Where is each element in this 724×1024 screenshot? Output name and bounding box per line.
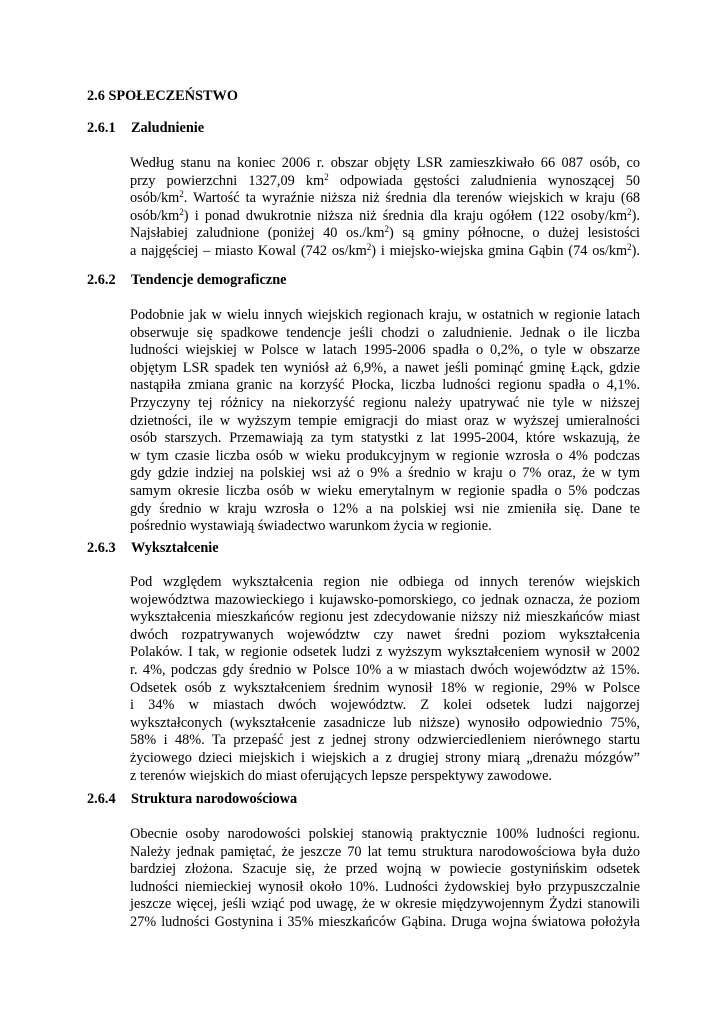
text-line: pośrednio wystawiają świadectwo warunkom życia w regionie. xyxy=(130,518,492,535)
section-heading-zaludnienie xyxy=(87,120,204,138)
text-line: osób starszych. Przemawiają za tym statystki z lat 1995-2004, które wskazują, że xyxy=(130,430,640,447)
paragraph-zaludnienie xyxy=(130,155,640,261)
text-line: ludności wiejskiej w Polsce w latach 1995-2006 spadła o 0,2%, o tyle w obszarze xyxy=(130,342,640,359)
text-line: gdy gdzie indziej na polskiej wsi aż o 9% a średnio w kraju o 7% oraz, że w tym xyxy=(130,465,640,482)
text-line: r. 4%, podczas gdy średnio w Polsce 10% a w miastach dwóch województw aż 15%. xyxy=(130,661,640,678)
section-number: 2.6.1 xyxy=(87,120,116,136)
text-line: jeszcze więcej, jeśli wziąć pod uwagę, że w okresie międzywojennym Żydzi stanowili xyxy=(130,896,640,913)
section-number: 2.6.2 xyxy=(87,272,116,288)
text-line: Podobnie jak w wielu innych wiejskich regionach kraju, w ostatnich w regionie latach xyxy=(130,307,640,323)
text-line: przy powierzchni 1327,09 $km^2$ odpowiada gęstości zaludnienia wynoszącej 50 xyxy=(130,171,640,189)
text-line: Odsetek osób z wykształceniem średnim wynosił 18% w regionie, 29% w Polsce xyxy=(130,679,640,696)
section-heading-tendencje xyxy=(87,272,287,290)
text-line: obserwuje się spadkowe tendencje jeśli chodzi o zaludnienie. Jednak o ile liczba xyxy=(130,324,640,341)
text-line: życiowego dzieci miejskich i wiejskich a z drugiej strony miarą „drenażu mózgów” xyxy=(130,749,640,766)
section-title: Wykształcenie xyxy=(131,540,219,556)
text-line: gdy średnio w kraju wzrosła o 12% a na polskiej wsi nie zmieniła się. Dane te xyxy=(130,500,640,517)
text-line: Najsłabiej zaludnione (poniżej 40 $os./km^2$) są gminy północne, o dużej lesistości xyxy=(130,224,640,242)
text-line: ludności niemieckiej wynosił około 10%. Ludności żydowskiej było przypuszczalnie xyxy=(130,878,640,895)
text-line: wykształcenia mieszkańców regionu jest zdecydowanie niższy niż mieszkańców miast xyxy=(130,609,640,626)
text-line: 27% ludności Gostynina i 35% mieszkańców Gąbina. Druga wojna światowa położyła xyxy=(130,913,640,930)
section-number: 2.6.3 xyxy=(87,540,116,556)
text-line: wykształconych (wykształcenie zasadnicze lub niższe) wynosiło odpowiednio 75%, xyxy=(130,714,640,731)
section-heading-wyksztalcenie xyxy=(87,540,219,558)
section-title: Tendencje demograficzne xyxy=(131,272,287,288)
text-line: osób/$km^2$) i ponad dwukrotnie niższa niż średnia dla kraju ogółem (122 osoby/$km^2$). xyxy=(130,206,640,224)
text-line: dwóch rozpatrywanych województw czy nawet średni poziom wykształcenia xyxy=(130,626,640,643)
text-line: objętym LSR spadek ten wyniósł aż 6,9%, a nawet jeśli pominąć gminę Łąck, gdzie xyxy=(130,359,640,376)
text-line: a najgęściej – miasto Kowal (742 $os/km^2$) i miejsko-wiejska gmina Gąbin (74 $os/km^2$). xyxy=(130,241,640,259)
section-heading-struktura xyxy=(87,791,297,809)
text-line: Według stanu na koniec 2006 r. obszar objęty LSR zamieszkiwało 66 087 osób, co xyxy=(130,155,640,171)
paragraph-struktura xyxy=(130,826,640,932)
text-line: bardziej złożona. Szacuje się, że przed wojną w powiecie gostynińskim odsetek xyxy=(130,861,640,878)
text-line: 58% i 48%. Ta przepaść jest z jednej strony odzwierciedleniem nierównego startu xyxy=(130,732,640,749)
text-line: Należy jednak pamiętać, że jeszcze 70 lat temu struktura narodowościowa była dużo xyxy=(130,843,640,860)
chapter-title: 2.6 SPOŁECZEŃSTWO xyxy=(87,88,238,104)
text-line: dzietności, ile w wyższym tempie emigracji do miast oraz w wyższej umieralności xyxy=(130,412,640,429)
paragraph-tendencje xyxy=(130,307,640,536)
text-line: Obecnie osoby narodowości polskiej stanowią praktycznie 100% ludności regionu. xyxy=(130,826,640,842)
text-line: w tym czasie liczba osób w wieku produkcyjnym w regionie wzrosła o 4% podczas xyxy=(130,447,640,464)
text-line: osób/$km^2$. Wartość ta wyraźnie niższa niż średnia dla terenów wiejskich w kraju (68 xyxy=(130,189,640,207)
text-line: Przyczyny tej różnicy na niekorzyść regionu należy upatrywać nie tyle w niższej xyxy=(130,394,640,411)
text-line: samym okresie liczba osób w wieku emerytalnym w regionie spadła o 5% podczas xyxy=(130,482,640,499)
text-line: Pod względem wykształcenia region nie odbiega od innych terenów wiejskich xyxy=(130,574,640,590)
text-line: i 34% w miastach dwóch województw. Z kolei odsetek ludzi najgorzej xyxy=(130,697,640,714)
text-line: województwa mazowieckiego i kujawsko-pomorskiego, co jednak oznacza, że poziom xyxy=(130,591,640,608)
section-title: Struktura narodowościowa xyxy=(131,791,298,807)
text-line: z terenów wiejskich do miast oferujących lepsze perspektywy zawodowe. xyxy=(130,767,553,784)
section-title: Zaludnienie xyxy=(131,120,205,136)
paragraph-wyksztalcenie xyxy=(130,574,640,785)
text-line: Polaków. I tak, w regionie odsetek ludzi z wyższym wykształceniem wynosił w 2002 xyxy=(130,644,640,661)
text-line: nastąpiła zmiana granic na korzyść Płocka, liczba ludności regionu spadła o 4,1%. xyxy=(130,377,640,394)
section-number: 2.6.4 xyxy=(87,791,116,807)
